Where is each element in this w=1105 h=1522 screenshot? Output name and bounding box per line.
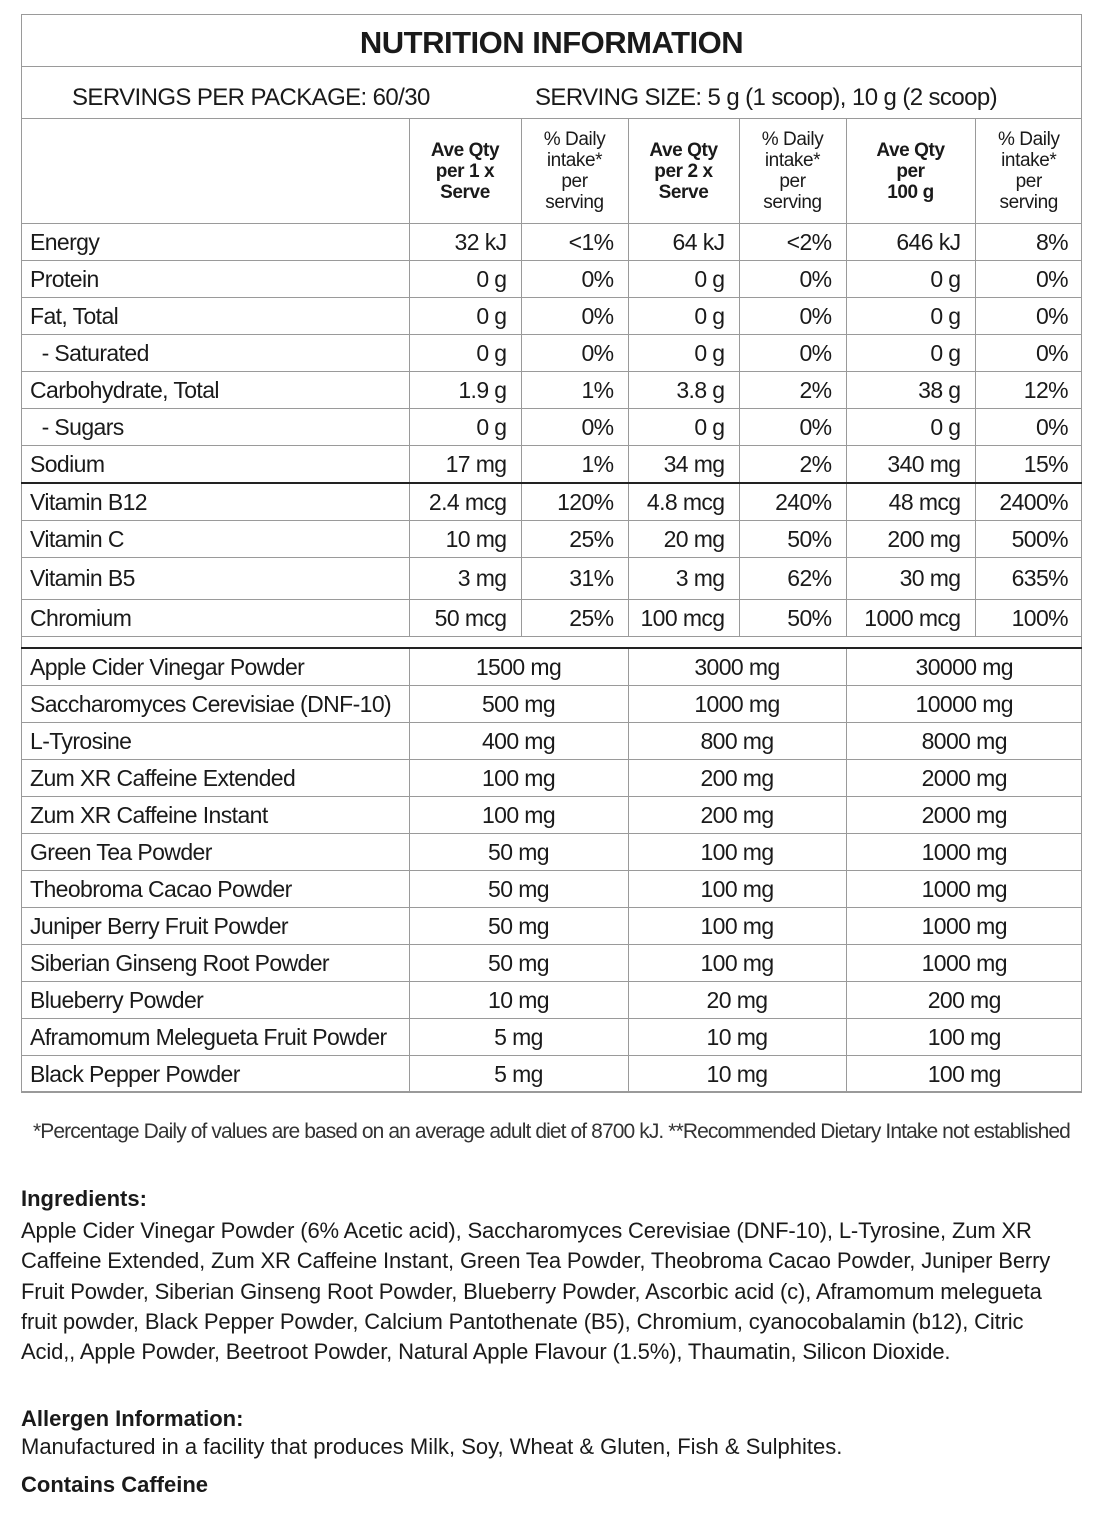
nutrient-value: 0%: [975, 409, 1082, 446]
nutrient-value: 240%: [739, 483, 846, 521]
table-row: [21, 908, 1082, 945]
nutrient-value: 4.8 mcg: [628, 483, 739, 521]
active-name: Green Tea Powder: [21, 834, 409, 871]
table-row: [21, 372, 1082, 409]
active-value: 200 mg: [628, 797, 846, 834]
nutrient-name: - Sugars: [21, 409, 409, 446]
nutrient-value: 0 g: [628, 261, 739, 298]
active-value: 100 mg: [628, 871, 846, 908]
nutrient-value: 62%: [739, 558, 846, 600]
nutrient-value: 0 g: [846, 298, 975, 335]
table-row: [21, 760, 1082, 797]
active-name: Zum XR Caffeine Instant: [21, 797, 409, 834]
active-value: 10000 mg: [846, 686, 1082, 723]
active-value: 200 mg: [846, 982, 1082, 1019]
nutrient-value: 20 mg: [628, 521, 739, 558]
table-row: [21, 834, 1082, 871]
active-value: 30000 mg: [846, 648, 1082, 686]
nutrient-value: 8%: [975, 224, 1082, 261]
footnote: *Percentage Daily of values are based on an average adult diet of 8700 kJ. **Recommended Dietary Intake not established: [33, 1120, 1070, 1143]
table-row: [21, 558, 1082, 600]
ingredients-text: Apple Cider Vinegar Powder (6% Acetic acid), Saccharomyces Cerevisiae (DNF-10), L-Tyrosine, Zum XR Caffeine Extended, Zum XR Caffeine Instant, Green Tea Powder, Theobroma Cacao Powder, Juniper Berry Fruit Powder, Siberian Ginseng Root Powder, Blueberry Powder, Ascorbic acid (c), Aframomum melegueta fruit powder, Black Pepper Powder, Calcium Pantothenate (B5), Chromium, cyanocobalamin (b12), Citric Acid,, Apple Powder, Beetroot Powder, Natural Apple Flavour (1.5%), Thaumatin, Silicon Dioxide.: [21, 1218, 1051, 1365]
active-value: 100 mg: [628, 834, 846, 871]
active-name: Apple Cider Vinegar Powder: [21, 648, 409, 686]
nutrient-value: 25%: [521, 600, 628, 637]
active-value: 5 mg: [409, 1019, 628, 1056]
table-row: [21, 521, 1082, 558]
active-value: 100 mg: [846, 1056, 1082, 1093]
column-header: Ave Qty per 100 g: [846, 119, 975, 224]
ingredients-heading: Ingredients:: [21, 1186, 147, 1211]
nutrient-value: 0 g: [628, 298, 739, 335]
active-name: Blueberry Powder: [21, 982, 409, 1019]
header-blank: [21, 119, 409, 224]
active-value: 1000 mg: [846, 871, 1082, 908]
nutrient-value: 1%: [521, 372, 628, 409]
active-value: 100 mg: [846, 1019, 1082, 1056]
active-name: Siberian Ginseng Root Powder: [21, 945, 409, 982]
nutrient-value: 50%: [739, 600, 846, 637]
nutrient-value: 0 g: [628, 335, 739, 372]
column-header: % Daily intake* per serving: [739, 119, 846, 224]
table-row: [21, 298, 1082, 335]
nutrient-value: 635%: [975, 558, 1082, 600]
active-value: 200 mg: [628, 760, 846, 797]
nutrient-value: 0%: [521, 335, 628, 372]
table-row: [21, 945, 1082, 982]
table-row: [21, 648, 1082, 686]
table-row: [21, 261, 1082, 298]
nutrient-value: 0%: [739, 335, 846, 372]
active-value: 1500 mg: [409, 648, 628, 686]
nutrient-value: 1000 mcg: [846, 600, 975, 637]
table-row: [21, 1019, 1082, 1056]
active-name: Zum XR Caffeine Extended: [21, 760, 409, 797]
nutrient-value: 1%: [521, 446, 628, 484]
active-value: 100 mg: [409, 760, 628, 797]
nutrient-value: 3 mg: [628, 558, 739, 600]
nutrient-value: 0%: [521, 298, 628, 335]
nutrient-value: 0%: [521, 409, 628, 446]
column-header: Ave Qty per 2 x Serve: [628, 119, 739, 224]
active-name: Theobroma Cacao Powder: [21, 871, 409, 908]
table-row: [21, 335, 1082, 372]
active-value: 8000 mg: [846, 723, 1082, 760]
nutrient-value: 12%: [975, 372, 1082, 409]
nutrient-value: 50%: [739, 521, 846, 558]
nutrient-name: Vitamin B12: [21, 483, 409, 521]
active-name: L-Tyrosine: [21, 723, 409, 760]
active-value: 50 mg: [409, 945, 628, 982]
title-divider: [21, 66, 1082, 67]
nutrient-value: 38 g: [846, 372, 975, 409]
nutrient-value: 0 g: [409, 298, 521, 335]
nutrient-value: 0 g: [409, 409, 521, 446]
column-header: % Daily intake* per serving: [975, 119, 1082, 224]
active-name: Black Pepper Powder: [21, 1056, 409, 1093]
table-row: [21, 797, 1082, 834]
nutrient-value: 34 mg: [628, 446, 739, 484]
nutrition-table: [21, 118, 1082, 637]
nutrient-value: 100 mcg: [628, 600, 739, 637]
table-row: [21, 446, 1082, 484]
contains-caffeine: Contains Caffeine: [21, 1472, 209, 1497]
allergen-text: Manufactured in a facility that produces Milk, Soy, Wheat & Gluten, Fish & Sulphites.: [21, 1434, 843, 1459]
table-row: [21, 686, 1082, 723]
active-value: 2000 mg: [846, 760, 1082, 797]
nutrient-value: 500%: [975, 521, 1082, 558]
active-value: 10 mg: [409, 982, 628, 1019]
actives-table: [21, 647, 1082, 1093]
nutrient-value: 2400%: [975, 483, 1082, 521]
nutrient-value: 0 g: [628, 409, 739, 446]
servings-per-package: SERVINGS PER PACKAGE: 60/30: [72, 84, 430, 111]
column-header: % Daily intake* per serving: [521, 119, 628, 224]
active-value: 50 mg: [409, 871, 628, 908]
panel-title: NUTRITION INFORMATION: [359, 25, 744, 60]
allergen-heading: Allergen Information:: [21, 1406, 244, 1431]
nutrient-name: Vitamin C: [21, 521, 409, 558]
nutrient-name: Protein: [21, 261, 409, 298]
table-row: [21, 409, 1082, 446]
nutrient-value: <1%: [521, 224, 628, 261]
active-value: 500 mg: [409, 686, 628, 723]
nutrient-value: <2%: [739, 224, 846, 261]
nutrient-name: Chromium: [21, 600, 409, 637]
nutrient-value: 646 kJ: [846, 224, 975, 261]
nutrient-value: 3.8 g: [628, 372, 739, 409]
active-value: 1000 mg: [628, 686, 846, 723]
nutrient-value: 2%: [739, 372, 846, 409]
nutrient-value: 0%: [521, 261, 628, 298]
active-name: Saccharomyces Cerevisiae (DNF-10): [21, 686, 409, 723]
nutrient-value: 0%: [739, 409, 846, 446]
active-value: 50 mg: [409, 834, 628, 871]
nutrient-value: 0 g: [409, 261, 521, 298]
nutrient-value: 0%: [739, 298, 846, 335]
nutrient-value: 3 mg: [409, 558, 521, 600]
table-row: [21, 982, 1082, 1019]
active-value: 2000 mg: [846, 797, 1082, 834]
table-row: [21, 871, 1082, 908]
table-row: [21, 723, 1082, 760]
active-value: 10 mg: [628, 1056, 846, 1093]
active-value: 100 mg: [628, 908, 846, 945]
active-value: 3000 mg: [628, 648, 846, 686]
active-value: 20 mg: [628, 982, 846, 1019]
active-value: 1000 mg: [846, 945, 1082, 982]
column-header: Ave Qty per 1 x Serve: [409, 119, 521, 224]
nutrient-value: 0%: [975, 261, 1082, 298]
nutrient-name: Vitamin B5: [21, 558, 409, 600]
nutrient-value: 31%: [521, 558, 628, 600]
active-value: 800 mg: [628, 723, 846, 760]
nutrient-value: 2%: [739, 446, 846, 484]
active-value: 5 mg: [409, 1056, 628, 1093]
nutrient-value: 100%: [975, 600, 1082, 637]
active-value: 1000 mg: [846, 908, 1082, 945]
serving-size: SERVING SIZE: 5 g (1 scoop), 10 g (2 scoop): [535, 84, 997, 111]
table-row: [21, 224, 1082, 261]
nutrient-value: 0%: [739, 261, 846, 298]
nutrient-name: Carbohydrate, Total: [21, 372, 409, 409]
nutrient-value: 2.4 mcg: [409, 483, 521, 521]
nutrient-value: 48 mcg: [846, 483, 975, 521]
nutrient-value: 0%: [975, 298, 1082, 335]
active-value: 1000 mg: [846, 834, 1082, 871]
nutrient-value: 340 mg: [846, 446, 975, 484]
nutrient-value: 10 mg: [409, 521, 521, 558]
nutrient-value: 0 g: [409, 335, 521, 372]
nutrient-value: 15%: [975, 446, 1082, 484]
nutrient-value: 200 mg: [846, 521, 975, 558]
nutrient-value: 50 mcg: [409, 600, 521, 637]
column-header-row: [21, 119, 1082, 224]
nutrient-value: 1.9 g: [409, 372, 521, 409]
active-name: Juniper Berry Fruit Powder: [21, 908, 409, 945]
nutrient-value: 0 g: [846, 335, 975, 372]
active-name: Aframomum Melegueta Fruit Powder: [21, 1019, 409, 1056]
nutrient-value: 32 kJ: [409, 224, 521, 261]
nutrient-value: 0%: [975, 335, 1082, 372]
nutrient-value: 17 mg: [409, 446, 521, 484]
active-value: 400 mg: [409, 723, 628, 760]
active-value: 100 mg: [409, 797, 628, 834]
nutrient-value: 0 g: [846, 409, 975, 446]
nutrient-value: 120%: [521, 483, 628, 521]
nutrient-value: 30 mg: [846, 558, 975, 600]
table-row: [21, 1056, 1082, 1093]
active-value: 100 mg: [628, 945, 846, 982]
nutrient-name: - Saturated: [21, 335, 409, 372]
nutrient-name: Fat, Total: [21, 298, 409, 335]
active-value: 50 mg: [409, 908, 628, 945]
table-row: [21, 483, 1082, 521]
nutrient-name: Energy: [21, 224, 409, 261]
table-row: [21, 600, 1082, 637]
nutrient-name: Sodium: [21, 446, 409, 484]
nutrient-value: 64 kJ: [628, 224, 739, 261]
nutrient-value: 0 g: [846, 261, 975, 298]
nutrient-value: 25%: [521, 521, 628, 558]
active-value: 10 mg: [628, 1019, 846, 1056]
